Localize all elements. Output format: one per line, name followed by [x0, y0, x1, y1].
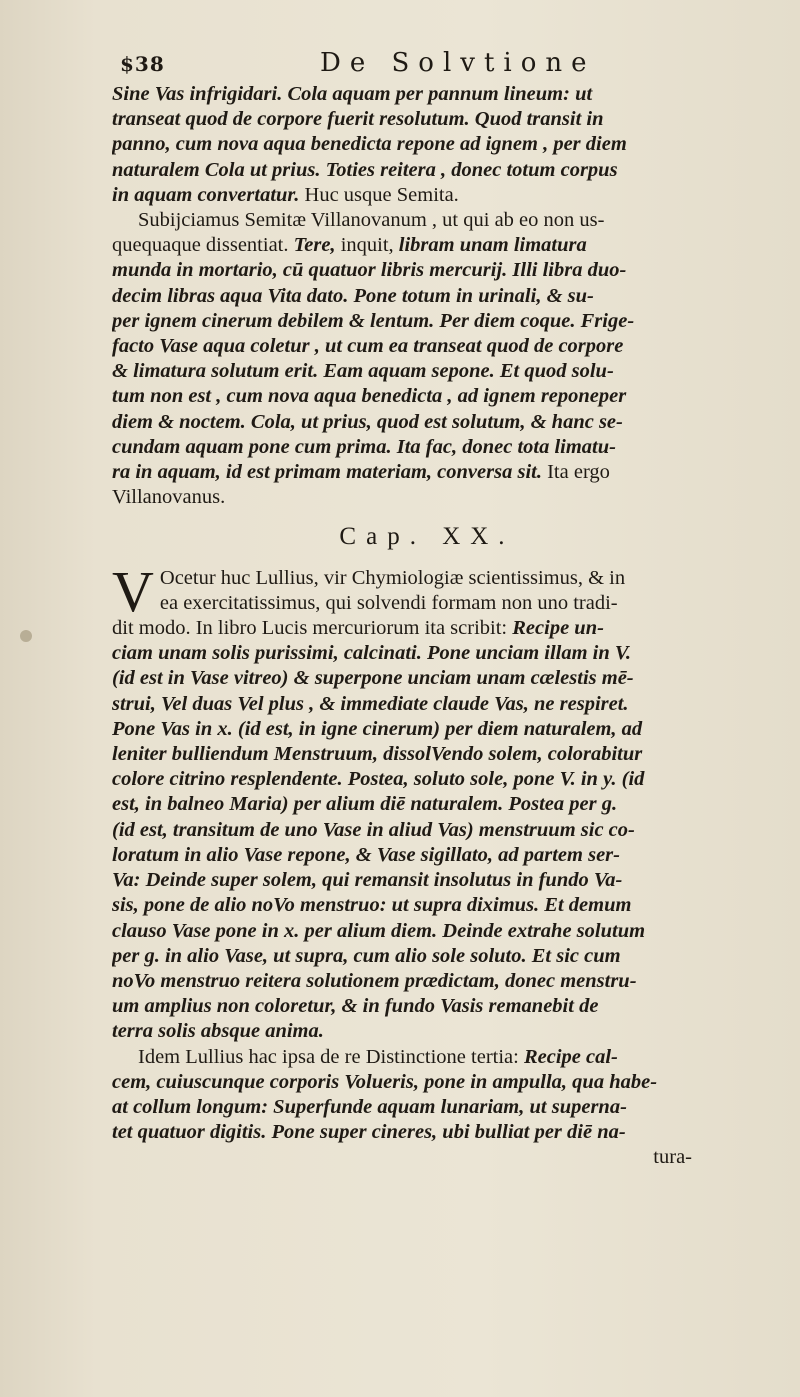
text-line	[112, 969, 702, 994]
italic-run: in aquam convertatur.	[112, 183, 300, 206]
text-line	[112, 868, 702, 893]
roman-run: dit modo. In libro Lucis mercuriorum ita scribit:	[112, 617, 513, 640]
text-body	[112, 82, 702, 1171]
italic-run: terra solis absque anima.	[112, 1020, 324, 1043]
chapter-heading: Cap. XX.	[339, 523, 515, 551]
italic-run: Recipe cal-	[523, 1045, 618, 1068]
text-line	[112, 334, 702, 359]
roman-run: ea exercitatissimus, qui solvendi formam non uno tradi-	[159, 591, 618, 614]
text-line	[112, 208, 702, 233]
italic-run: (id est, transitum de uno Vase in aliud Vas) menstruum sic co-	[112, 818, 635, 841]
text-line	[112, 107, 702, 132]
italic-run: um amplius non coloretur, & in fundo Vasis remanebit de	[112, 995, 599, 1018]
text-line	[112, 843, 702, 868]
italic-run: cundam aquam pone cum prima. Ita fac, donec tota limatu-	[112, 435, 616, 458]
roman-run: inquit,	[340, 234, 399, 257]
running-title: De Solvtione	[320, 48, 596, 78]
italic-run: facto Vase aqua coletur , ut cum ea transeat quod de corpore	[112, 335, 624, 358]
italic-run: libram unam limatura	[398, 234, 587, 257]
text-line	[112, 641, 702, 666]
section-semita	[112, 82, 702, 510]
text-line	[112, 233, 702, 258]
text-line	[112, 616, 702, 641]
roman-run: Villanovanus.	[112, 486, 226, 509]
italic-run: at collum longum: Superfunde aquam lunariam, ut superna-	[112, 1095, 627, 1118]
text-line	[112, 717, 702, 742]
italic-run: est, in balneo Maria) per alium diē naturalem. Postea per g.	[112, 793, 618, 816]
text-line	[112, 792, 702, 817]
text-line	[112, 284, 702, 309]
italic-run: Recipe un-	[512, 617, 604, 640]
roman-run: Subijciamus Semitæ Villanovanum , ut qui ab eo non us-	[138, 209, 605, 232]
drop-cap: V	[112, 558, 154, 624]
roman-run: Ocetur huc Lullius, vir Chymiologiæ scientissimus, & in	[159, 566, 626, 589]
text-line	[112, 384, 702, 409]
italic-run: Va: Deinde super solem, qui remansit insolutus in fundo Va-	[112, 869, 623, 892]
text-line	[112, 994, 702, 1019]
ink-blot	[20, 630, 32, 642]
italic-run: & limatura solutum erit. Eam aquam sepone. Et quod solu-	[112, 360, 614, 383]
italic-run: ra in aquam, id est primam materiam, conversa sit.	[112, 461, 542, 484]
text-line	[112, 1120, 702, 1145]
text-line	[160, 566, 702, 591]
roman-run: quequaque dissentiat.	[112, 234, 294, 257]
italic-run: cem, cuiuscunque corporis Volueris, pone in ampulla, qua habe-	[112, 1070, 658, 1093]
text-line	[112, 893, 702, 918]
italic-run: loratum in alio Vase repone, & Vase sigillato, ad partem ser-	[112, 843, 620, 866]
page-header	[120, 44, 680, 84]
text-line	[112, 435, 702, 460]
text-line	[112, 944, 702, 969]
italic-run: diem & noctem. Cola, ut prius, quod est solutum, & hanc se-	[112, 410, 623, 433]
text-line	[112, 183, 702, 208]
italic-run: naturalem Cola ut prius. Toties reitera , donec totum corpus	[112, 158, 618, 181]
text-line	[112, 1095, 702, 1120]
italic-run: Sine Vas infrigidari. Cola aquam per pannum lineum: ut	[112, 83, 593, 105]
italic-run: (id est in Vase vitreo) & superpone unciam unam cælestis mē-	[112, 667, 634, 690]
page-number: $38	[120, 52, 165, 76]
text-line	[112, 1045, 702, 1070]
text-line	[112, 742, 702, 767]
text-line	[112, 1019, 702, 1044]
text-line	[112, 767, 702, 792]
italic-run: munda in mortario, cū quatuor libris mercurij. Illi libra duo-	[112, 259, 627, 282]
italic-run: sis, pone de alio noVo menstruo: ut supra diximus. Et demum	[112, 894, 632, 917]
catchword: tura-	[653, 1146, 692, 1169]
italic-run: tet quatuor digitis. Pone super cineres, ubi bulliat per diē na-	[112, 1121, 626, 1144]
text-line	[112, 485, 702, 510]
italic-run: leniter bulliendum Menstruum, dissolVendo solem, colorabitur	[112, 743, 643, 766]
italic-run: Pone Vas in x. (id est, in igne cinerum) per diem naturalem, ad	[112, 717, 643, 740]
italic-run: clauso Vase pone in x. per alium diem. Deinde extrahe solutum	[112, 919, 646, 942]
text-line	[112, 1070, 702, 1095]
text-line	[112, 692, 702, 717]
italic-run: transeat quod de corpore fuerit resolutum. Quod transit in	[112, 108, 604, 131]
text-line	[160, 591, 702, 616]
italic-run: decim libras aqua Vita dato. Pone totum in urinali, & su-	[112, 284, 594, 307]
italic-run: ciam unam solis purissimi, calcinati. Pone unciam illam in V.	[112, 642, 632, 665]
text-line	[112, 132, 702, 157]
text-line	[112, 410, 702, 435]
italic-run: noVo menstruo reitera solutionem prædictam, donec menstru-	[112, 969, 637, 992]
text-line	[112, 359, 702, 384]
italic-run: per g. in alio Vase, ut supra, cum alio sole soluto. Et sic cum	[112, 944, 621, 967]
roman-run: Idem Lullius hac ipsa de re Distinctione tertia:	[138, 1045, 524, 1068]
italic-run: tum non est , cum nova aqua benedicta , ad ignem reponeper	[112, 385, 627, 408]
italic-run: panno, cum nova aqua benedicta repone ad ignem , per diem	[112, 133, 627, 156]
text-line	[112, 666, 702, 691]
roman-run: Huc usque Semita.	[299, 183, 459, 206]
text-line	[112, 82, 702, 107]
italic-run: Tere,	[293, 234, 341, 257]
text-line	[112, 309, 702, 334]
text-line	[112, 158, 702, 183]
section-lullius	[112, 558, 702, 1146]
text-line	[112, 919, 702, 944]
text-line	[112, 460, 702, 485]
roman-run: Ita ergo	[541, 461, 610, 484]
italic-run: per ignem cinerum debilem & lentum. Per diem coque. Frige-	[112, 309, 635, 332]
italic-run: strui, Vel duas Vel plus , & immediate claude Vas, ne respiret.	[112, 692, 629, 715]
text-line	[112, 818, 702, 843]
text-line	[112, 258, 702, 283]
italic-run: colore citrino resplendente. Postea, soluto sole, pone V. in y. (id	[112, 768, 645, 791]
